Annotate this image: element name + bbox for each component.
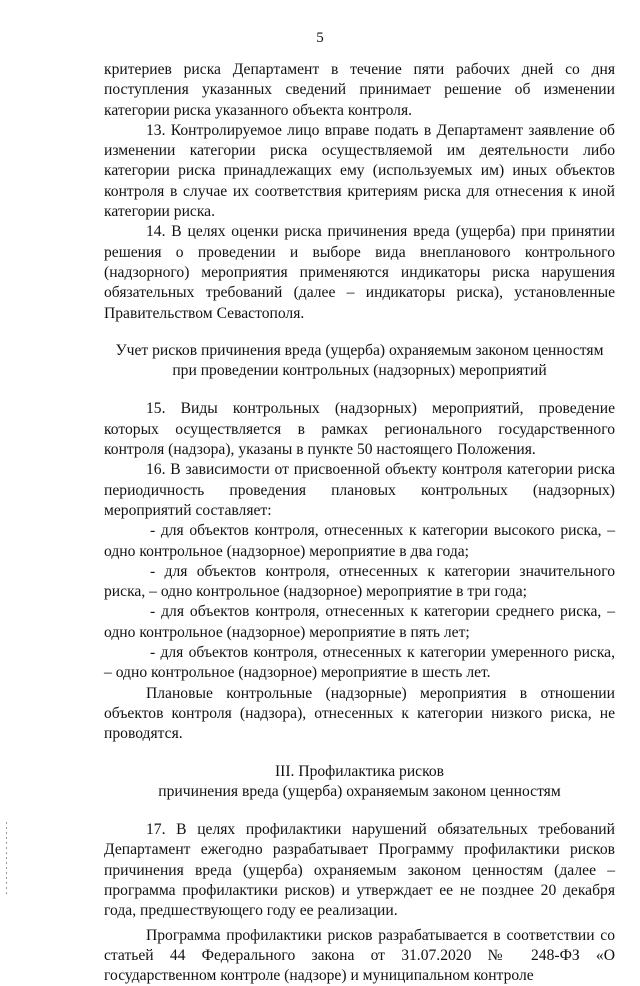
section-heading-prevention-line1: III. Профилактика рисков — [274, 762, 445, 780]
scan-margin-mark — [6, 822, 7, 897]
list-item-moderate-risk: - для объектов контроля, отнесенных к категории умеренного риска, – одно контрольное (надзорное) мероприятие в шесть лет. — [104, 644, 615, 682]
paragraph-15: 15. Виды контрольных (надзорных) мероприятий, проведение которых осуществляется в рамках регионального государственного контроля (надзора), указаны в пункте 50 настоящего Положения. — [104, 400, 615, 459]
paragraph-continuation: критериев риска Департамент в течение пяти рабочих дней со дня поступления указанных сведений принимает решение об изменении категории риска указанного объекта контроля. — [104, 61, 615, 119]
section-heading-prevention-line2: причинения вреда (ущерба) охраняемым законом ценностям — [158, 782, 561, 800]
page-number: 5 — [316, 30, 324, 46]
list-item-medium-risk: - для объектов контроля, отнесенных к категории среднего риска, – одно контрольное (надзорное) мероприятие в пять лет; — [104, 603, 615, 641]
paragraph-low-risk: Плановые контрольные (надзорные) мероприятия в отношении объектов контроля (надзора), отнесенных к категории низкого риска, не проводятся. — [104, 684, 615, 743]
section-heading-risk-line1: Учет рисков причинения вреда (ущерба) охраняемым законом ценностям — [115, 341, 604, 359]
paragraph-14: 14. В целях оценки риска причинения вреда (ущерба) при принятии решения о проведении и выборе вида внепланового контрольного (надзорного) мероприятия применяются индикаторы риска нарушения обязательных требований (далее – индикаторы риска), установленные Правительством Севастополя. — [104, 223, 615, 322]
paragraph-16: 16. В зависимости от присвоенной объекту контроля категории риска периодичность проведения плановых контрольных (надзорных) мероприятий составляет: — [104, 461, 615, 519]
list-item-high-risk: - для объектов контроля, отнесенных к категории высокого риска, – одно контрольное (надзорное) мероприятие в два года; — [104, 522, 615, 560]
section-heading-risk-line2: при проведении контрольных (надзорных) мероприятий — [172, 362, 547, 380]
paragraph-13: 13. Контролируемое лицо вправе подать в Департамент заявление об изменении категории риска осуществляемой им деятельности либо категории риска принадлежащих ему (используемых им) иных объектов контроля в случае их соответствия критериям риска для отнесения к иной категории риска. — [104, 121, 615, 221]
list-item-significant-risk: - для объектов контроля, отнесенных к категории значительного риска, – одно контрольное (надзорное) мероприятие в три года; — [104, 562, 615, 601]
paragraph-program: Программа профилактики рисков разрабатывается в соответствии со статьей 44 Федерального закона от 31.07.2020 № 248-ФЗ «О государственном контроле (надзоре) и муниципальном контроле — [104, 926, 615, 985]
document-body — [104, 60, 615, 986]
paragraph-17: 17. В целях профилактики нарушений обязательных требований Департамент ежегодно разрабатывает Программу профилактики рисков причинения вреда (ущерба) охраняемым законом ценностям (далее – программа профилактики рисков) и утверждает ее не позднее 20 декабря года, предшествующего году ее реализации. — [104, 821, 615, 920]
